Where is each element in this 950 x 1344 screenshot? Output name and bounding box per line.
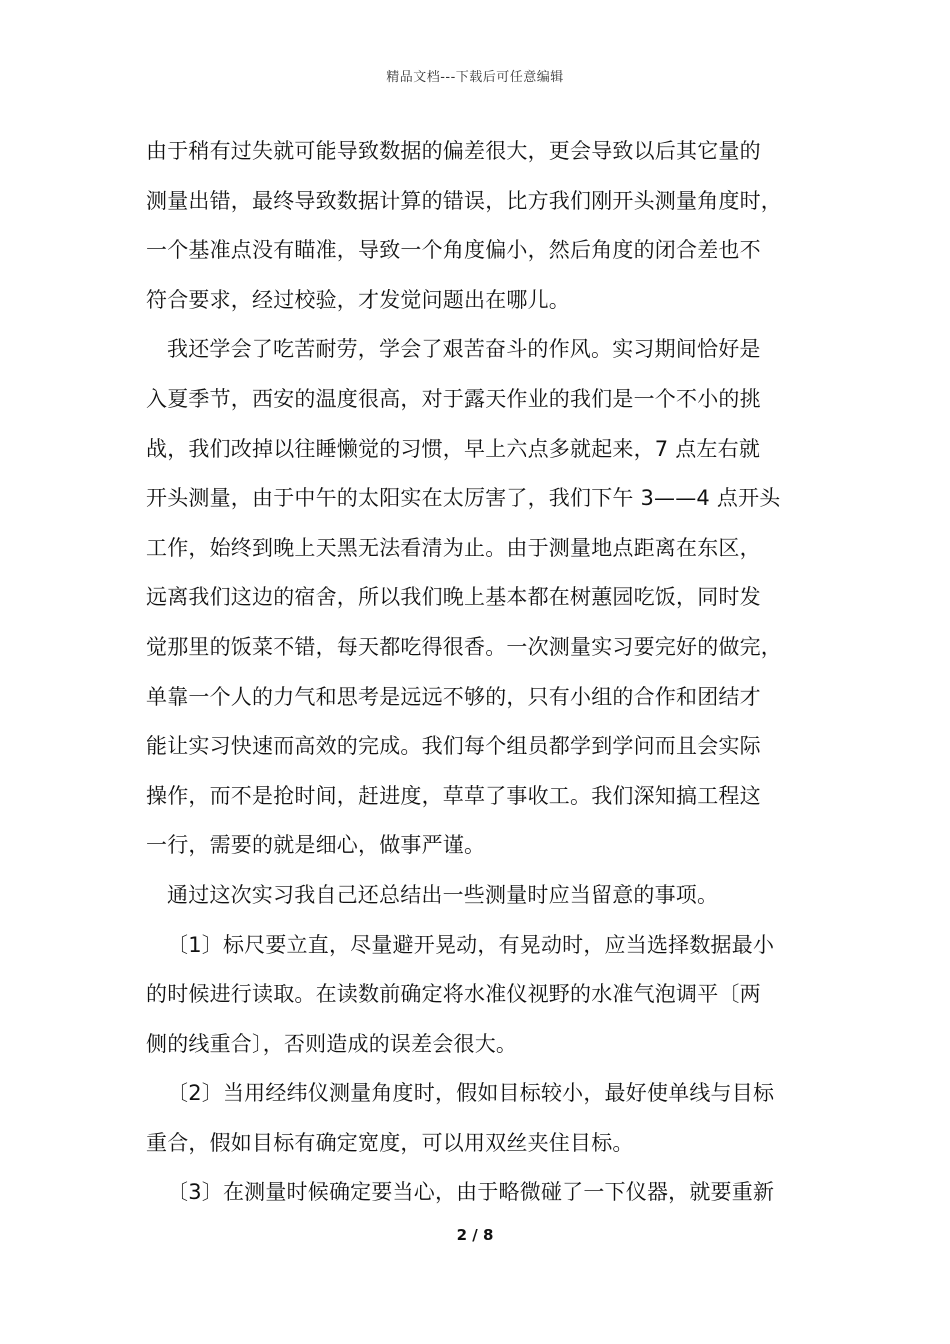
text-line: 测量出错，最终导致数据计算的错误，比方我们刚开头测量角度时， [146,188,782,213]
text-line: 工作，始终到晚上天黑无法看清为止。由于测量地点距离在东区， [146,535,761,560]
text-line: 远离我们这边的宿舍，所以我们晚上基本都在树蕙园吃饭，同时发 [146,585,761,610]
text-line: 的时候进行读取。在读数前确定将水准仪视野的水准气泡调平〔两 [146,982,761,1007]
text-line: 一行，需要的就是细心，做事严谨。 [146,833,486,858]
text-line: 通过这次实习我自己还总结出一些测量时应当留意的事项。 [167,882,719,907]
text-line: 一个基准点没有瞄准，导致一个角度偏小，然后角度的闭合差也不 [146,238,761,263]
text-line: 入夏季节，西安的温度很高，对于露天作业的我们是一个不小的挑 [146,386,761,411]
text-line: 战，我们改掉以往睡懒觉的习惯，早上六点多就起来，7 点左右就 [146,436,761,461]
text-line: 单靠一个人的力气和思考是远远不够的，只有小组的合作和团结才 [146,684,761,709]
text-line: 侧的线重合〕，否则造成的误差会很大。 [146,1031,518,1056]
text-line: 〔3〕在测量时候确定要当心，由于略微碰了一下仪器，就要重新 [167,1180,775,1205]
text-line: 我还学会了吃苦耐劳，学会了艰苦奋斗的作风。实习期间恰好是 [167,337,761,362]
text-line: 〔2〕当用经纬仪测量角度时，假如目标较小，最好使单线与目标 [167,1081,775,1106]
text-line: 〔1〕标尺要立直，尽量避开晃动，有晃动时，应当选择数据最小 [167,932,775,957]
text-line: 由于稍有过失就可能导致数据的偏差很大，更会导致以后其它量的 [146,139,761,163]
text-line: 重合，假如目标有确定宽度，可以用双丝夹住目标。 [146,1130,634,1155]
page-header: 精品文档---下载后可任意编辑 [386,70,564,85]
text-line: 觉那里的饭菜不错，每天都吃得很香。一次测量实习要完好的做完， [146,634,782,659]
page-number: 2 / 8 [456,1226,494,1244]
document-body [146,127,826,1218]
text-line: 开头测量，由于中午的太阳实在太厉害了，我们下午 3——4 点开头 [146,486,781,511]
text-line: 操作，而不是抢时间，赶进度，草草了事收工。我们深知搞工程这 [146,783,761,808]
text-line: 符合要求，经过校验，才发觉问题出在哪儿。 [146,287,570,312]
text-line: 能让实习快速而高效的完成。我们每个组员都学到学问而且会实际 [146,734,761,759]
